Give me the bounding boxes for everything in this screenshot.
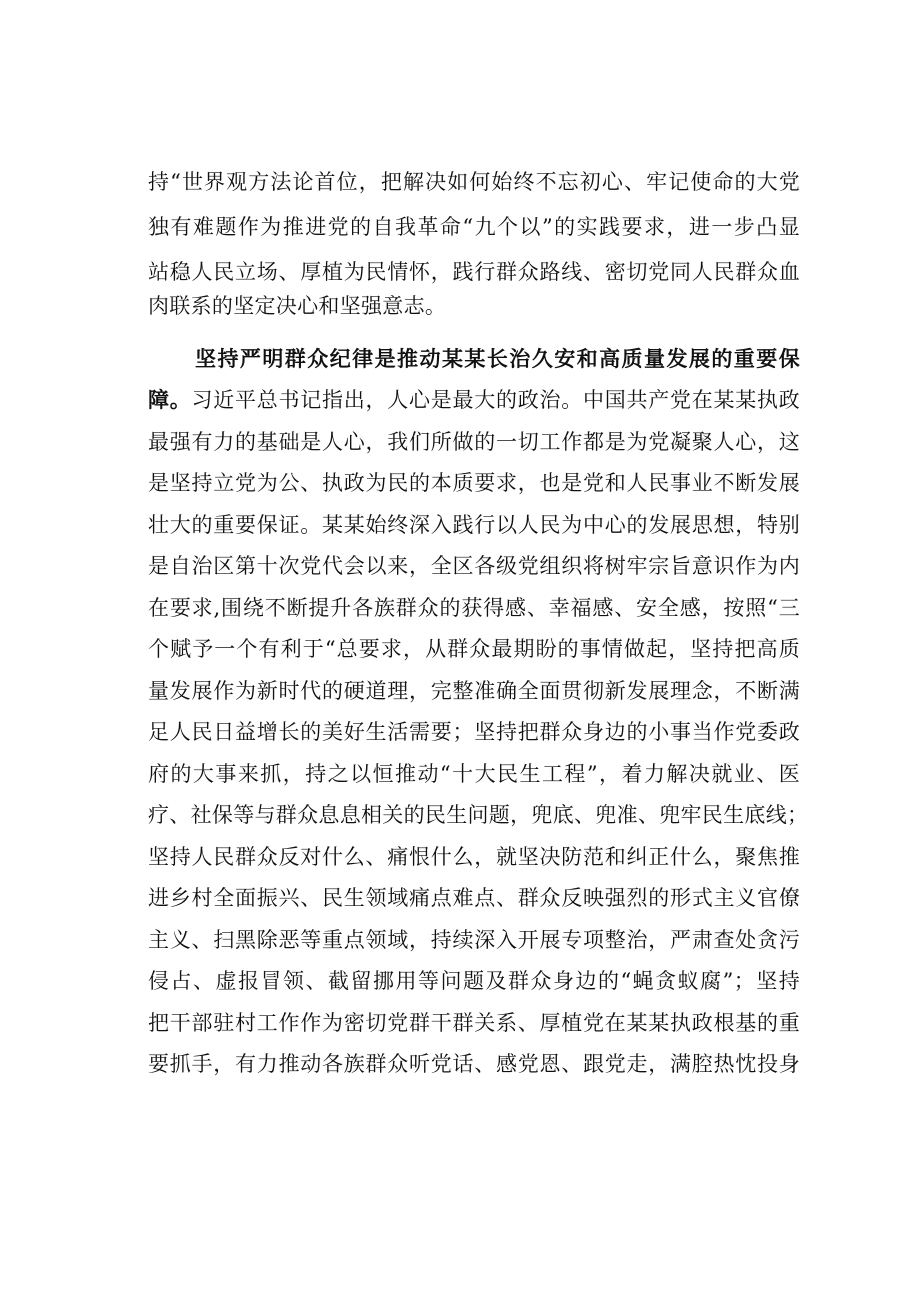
paragraph-1-line-1: 持“世界观方法论首位，把解决如何始终不忘初心、牢记使命的大党 — [148, 170, 800, 194]
paragraph-2-line-3: 最强有力的基础是人心，我们所做的一切工作都是为党凝聚人心，这 — [148, 430, 800, 454]
paragraph-2-line-9: 量发展作为新时代的硬道理，完整准确全面贯彻新发展理念，不断满 — [148, 679, 800, 703]
paragraph-2-line-17: 把干部驻村工作作为密切党群干群关系、厚植党在某某执政根基的重 — [148, 1011, 800, 1035]
paragraph-2-line-5: 壮大的重要保证。某某始终深入践行以人民为中心的发展思想，特别 — [148, 513, 800, 537]
paragraph-2-line-18: 要抓手，有力推动各族群众听党话、感党恩、跟党走，满腔热忱投身 — [148, 1052, 800, 1076]
paragraph-2-line-11: 府的大事来抓，持之以恒推动“十大民生工程”，着力解决就业、医 — [148, 762, 800, 786]
paragraph-2-line-12: 疗、社保等与群众息息相关的民生问题，兜底、兜准、兜牢民生底线； — [148, 803, 809, 827]
paragraph-2-heading: 坚持严明群众纪律是推动某某长治久安和高质量发展的重要保 — [195, 346, 800, 371]
paragraph-2-line-2-text: 习近平总书记指出，人心是最大的政治。中国共产党在某某执政 — [191, 388, 800, 412]
paragraph-2-line-15: 主义、扫黑除恶等重点领域，持续深入开展专项整治，严肃查处贪污 — [148, 928, 800, 952]
paragraph-2-line-13: 坚持人民群众反对什么、痛恨什么，就坚决防范和纠正什么，聚焦推 — [148, 845, 800, 869]
paragraph-2-line-16: 侵占、虚报冒领、截留挪用等问题及群众身边的“蝇贪蚁腐”；坚持 — [148, 969, 800, 993]
paragraph-2-line-8: 个赋予一个有利于“总要求，从群众最期盼的事情做起，坚持把高质 — [148, 637, 800, 661]
paragraph-2-line-14: 进乡村全面振兴、民生领域痛点难点、群众反映强烈的形式主义官僚 — [148, 886, 800, 910]
paragraph-2-line-4: 是坚持立党为公、执政为民的本质要求，也是党和人民事业不断发展 — [148, 471, 800, 495]
paragraph-2-line-2 — [148, 380, 800, 420]
paragraph-1-line-3: 站稳人民立场、厚植为民情怀，践行群众路线、密切党同人民群众血 — [148, 260, 800, 284]
paragraph-1-line-2: 独有难题作为推进党的自我革命“九个以”的实践要求，进一步凸显 — [148, 215, 800, 239]
paragraph-2-heading-end: 障。 — [148, 387, 192, 412]
paragraph-2-line-7: 在要求,围绕不断提升各族群众的获得感、幸福感、安全感，按照“三 — [148, 596, 800, 620]
paragraph-2-line-6: 是自治区第十次党代会以来，全区各级党组织将树牢宗旨意识作为内 — [148, 554, 800, 578]
paragraph-1-line-4: 肉联系的坚定决心和坚强意志。 — [148, 294, 447, 318]
paragraph-2-line-10: 足人民日益增长的美好生活需要；坚持把群众身边的小事当作党委政 — [148, 720, 800, 744]
